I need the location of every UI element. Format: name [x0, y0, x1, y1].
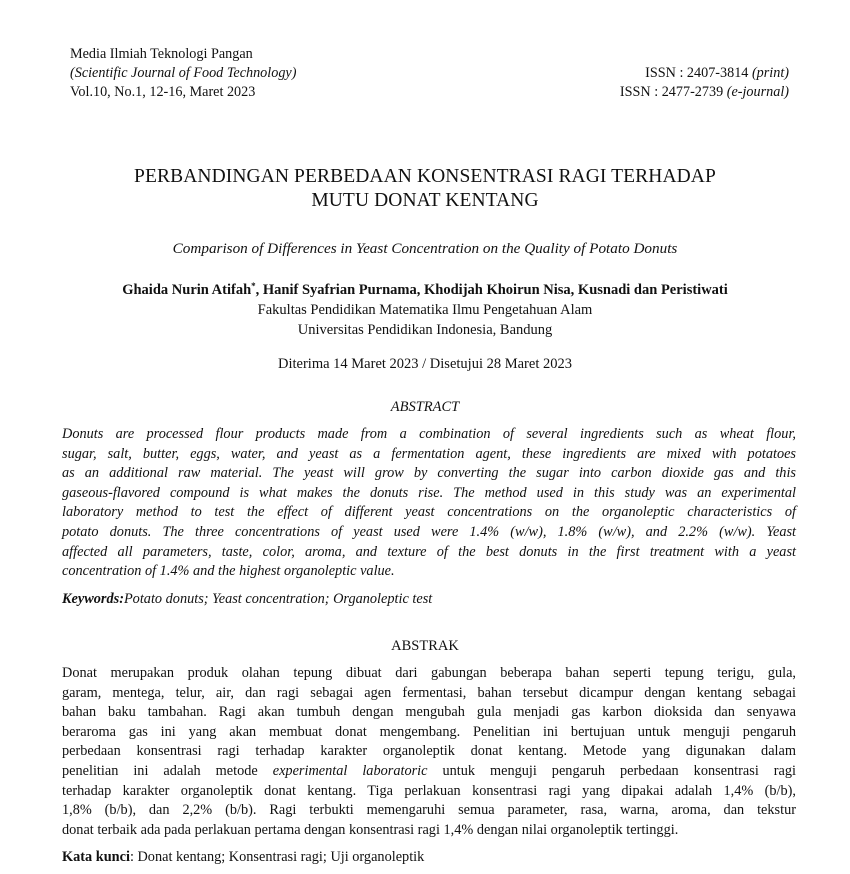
- abstract-heading: ABSTRACT: [390, 399, 460, 415]
- keywords-label: Keywords:: [62, 591, 124, 607]
- abstrak-line: garam, mentega, telur, air, dan ragi sebagai agen fermentasi, bahan tersebut dicampur dengan kentang sebagai: [62, 684, 796, 701]
- author-block: [0, 280, 850, 340]
- keywords-line: [62, 589, 796, 609]
- keywords-text: Potato donuts; Yeast concentration; Organoleptic test: [123, 591, 433, 607]
- kata-kunci-line: [62, 847, 796, 867]
- issn-online: [620, 83, 789, 102]
- author-faculty: Fakultas Pendidikan Matematika Ilmu Pengetahuan Alam: [257, 302, 593, 318]
- abstract-line: sugar, salt, butter, eggs, water, and yeast as a fermentation agent, these ingredients are mixed with potatoes: [62, 445, 796, 462]
- author-university: Universitas Pendidikan Indonesia, Bandung: [297, 322, 553, 338]
- kata-kunci-text: : Donat kentang; Konsentrasi ragi; Uji organoleptik: [129, 849, 425, 865]
- paper-title: [0, 165, 850, 213]
- paper-title-line-2: MUTU DONAT KENTANG: [311, 190, 539, 211]
- method-term: experimental laboratoric: [272, 762, 428, 779]
- abstrak-line-6-start: penelitian ini adalah metode: [62, 762, 273, 779]
- abstrak-line: Donat merupakan produk olahan tepung dibuat dari gabungan beberapa bahan seperti tepung terigu, gula,: [62, 665, 796, 681]
- abstrak-line: donat terbaik ada pada perlakuan pertama dengan konsentrasi ragi 1,4% dengan nilai organoleptik tertinggi.: [62, 821, 679, 838]
- journal-volume: Vol.10, No.1, 12-16, Maret 2023: [70, 84, 256, 100]
- abstract-line: concentration of 1.4% and the highest organoleptic value.: [62, 563, 395, 580]
- other-authors: , Hanif Syafrian Purnama, Khodijah Khoirun Nisa, Kusnadi dan Peristiwati: [255, 282, 728, 298]
- abstract-line: as an additional raw material. The yeast will grow by converting the sugar into carbon dioxide gas and this: [62, 465, 796, 482]
- issn-print-number: ISSN : 2407-3814: [645, 65, 749, 81]
- issn-print: [620, 64, 789, 83]
- abstrak-line: perbedaan konsentrasi ragi terhadap karakter organoleptik donat kentang. Metode yang digunakan dalam: [62, 743, 796, 760]
- journal-name: Media Ilmiah Teknologi Pangan: [70, 46, 253, 62]
- abstract-line: laboratory method to test the effect of different yeast concentrations on the organoleptic characteristics of: [62, 504, 796, 521]
- abstrak-line: bahan baku tambahan. Ragi akan tumbuh dengan mengubah gula menjadi gas karbon dioksida dan senyawa: [62, 704, 796, 721]
- paper-english-title: Comparison of Differences in Yeast Concentration on the Quality of Potato Donuts: [172, 240, 678, 257]
- abstrak-line-6-end: untuk menguji pengaruh perbedaan konsentrasi ragi: [427, 762, 796, 779]
- kata-kunci-label: Kata kunci: [62, 849, 130, 865]
- issn-online-type: (e-journal): [726, 84, 789, 100]
- abstract-line: affected all parameters, taste, color, aroma, and texture of the best donuts in the first treatment with a yeast: [62, 543, 796, 560]
- issn-print-type: (print): [751, 65, 789, 81]
- abstract-line: potato donuts. The three concentrations of yeast used were 1.4% (w/w), 1.8% (w/w), and 2.2% (w/w). Yeast: [62, 523, 796, 540]
- received-accepted-dates: Diterima 14 Maret 2023 / Disetujui 28 Maret 2023: [278, 356, 572, 372]
- abstrak-line: beraroma gas ini yang akan membuat donat mengembang. Penelitian ini bertujuan untuk menguji pengaruh: [62, 723, 796, 740]
- journal-header-right: [620, 64, 789, 102]
- paper-title-line-1: PERBANDINGAN PERBEDAAN KONSENTRASI RAGI TERHADAP: [134, 166, 716, 187]
- abstrak-body: [62, 664, 796, 840]
- issn-online-number: ISSN : 2477-2739: [619, 84, 724, 100]
- abstrak-line: terhadap karakter organoleptik donat kentang. Tiga perlakuan konsentrasi ragi yang dipakai adalah 1,4% (b/b),: [62, 782, 796, 799]
- abstrak-line: 1,8% (b/b), dan 2,2% (b/b). Ragi terbukti memengaruhi semua parameter, rasa, warna, aroma, dan tekstur: [62, 802, 796, 819]
- journal-header-left: [70, 45, 296, 102]
- abstract-line: Donuts are processed flour products made from a combination of several ingredients such as wheat flour,: [62, 426, 796, 442]
- first-author: Ghaida Nurin Atifah: [122, 282, 252, 298]
- corresponding-mark: *: [251, 281, 256, 291]
- abstract-body: [62, 425, 796, 582]
- abstrak-line: [62, 762, 796, 782]
- abstrak-heading: ABSTRAK: [391, 638, 459, 654]
- abstract-line: gaseous-flavored compound is what makes the donuts rise. The method used in this study was an experimental: [62, 484, 796, 501]
- journal-english-name: (Scientific Journal of Food Technology): [70, 65, 297, 81]
- author-names: [0, 280, 850, 300]
